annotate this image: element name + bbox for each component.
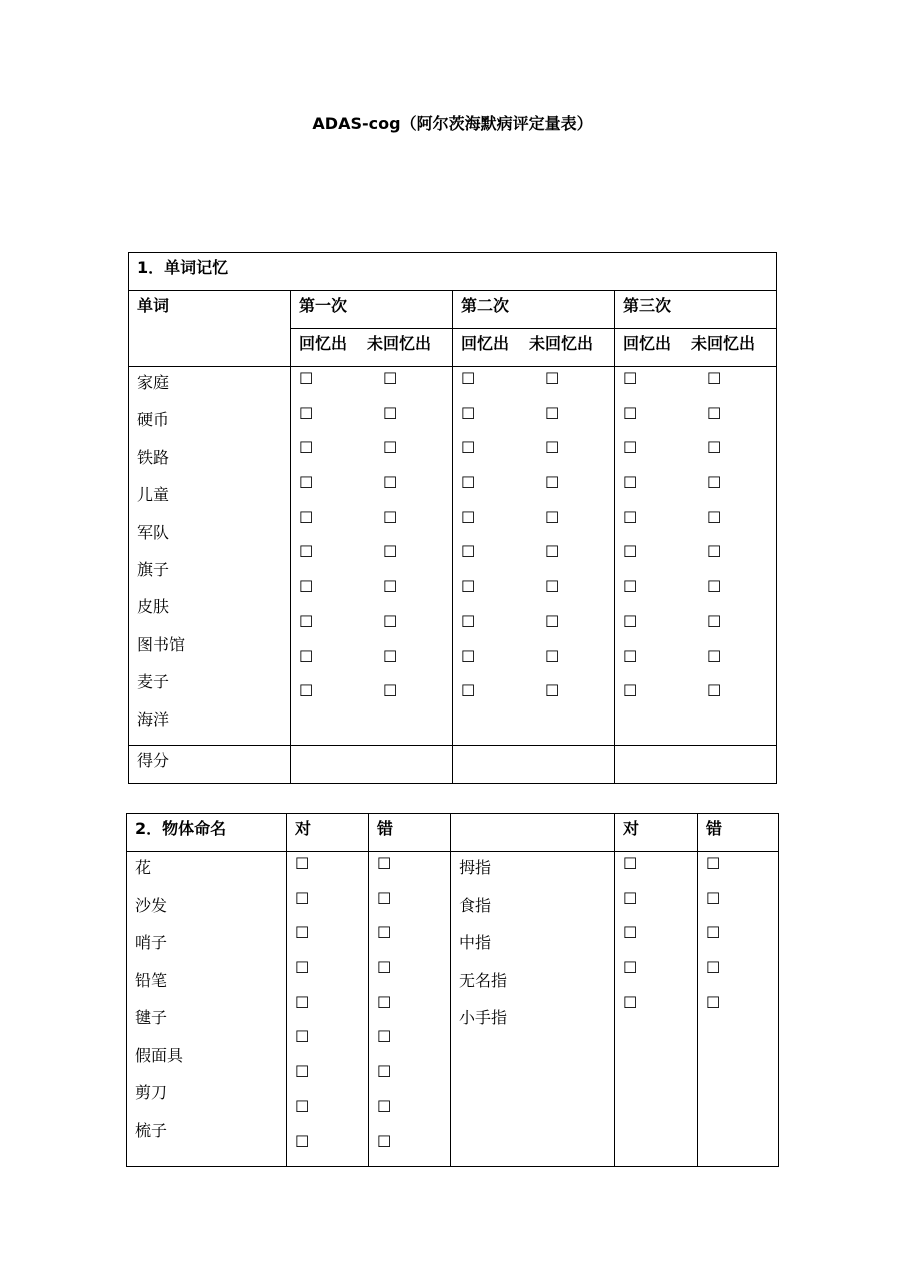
checkbox[interactable]: ☐ [299, 611, 314, 631]
finger-list [451, 852, 615, 1167]
trial-2-score[interactable] [453, 745, 615, 783]
checkbox-row [615, 647, 776, 682]
checkbox-row [453, 647, 614, 682]
checkbox[interactable]: ☐ [299, 507, 314, 527]
checkbox-row [369, 1132, 450, 1167]
finger-correct-checkboxes [615, 852, 698, 1167]
word-item: 海洋 [137, 709, 170, 729]
checkbox[interactable]: ☐ [623, 369, 638, 388]
checkbox[interactable]: ☐ [545, 646, 560, 666]
checkbox[interactable]: ☐ [623, 438, 638, 458]
checkbox[interactable]: ☐ [707, 577, 722, 597]
checkbox[interactable]: ☐ [377, 1131, 392, 1151]
word-item: 旗子 [137, 559, 170, 579]
object-item: 假面具 [135, 1045, 184, 1065]
checkbox-row [453, 542, 614, 577]
checkbox[interactable]: ☐ [545, 542, 560, 562]
word-item: 铁路 [137, 447, 170, 467]
checkbox[interactable]: ☐ [383, 646, 398, 666]
checkbox[interactable]: ☐ [383, 542, 398, 562]
checkbox-row [369, 854, 450, 889]
checkbox[interactable]: ☐ [295, 1062, 310, 1082]
checkbox[interactable]: ☐ [299, 542, 314, 562]
checkbox-row [291, 508, 452, 543]
checkbox[interactable]: ☐ [545, 403, 560, 423]
checkbox[interactable]: ☐ [377, 958, 392, 978]
not-recalled-label: 未回忆出 [367, 334, 432, 353]
checkbox-row [698, 854, 778, 889]
checkbox[interactable]: ☐ [707, 507, 722, 527]
checkbox-row [291, 404, 452, 439]
checkbox-row [287, 958, 368, 993]
checkbox-row [369, 1062, 450, 1097]
checkbox-row [287, 1097, 368, 1132]
checkbox-row [615, 889, 697, 924]
checkbox[interactable]: ☐ [461, 577, 476, 597]
checkbox[interactable]: ☐ [377, 992, 392, 1012]
checkbox-row [287, 1027, 368, 1062]
checkbox[interactable]: ☐ [461, 542, 476, 562]
not-recalled-label: 未回忆出 [691, 334, 756, 353]
checkbox[interactable]: ☐ [707, 611, 722, 631]
trial-1-subheader [291, 329, 453, 367]
word-recall-table [128, 252, 777, 784]
checkbox-row [615, 404, 776, 439]
checkbox[interactable]: ☐ [383, 369, 398, 388]
checkbox-row [291, 438, 452, 473]
checkbox[interactable]: ☐ [377, 1096, 392, 1116]
checkbox[interactable]: ☐ [706, 992, 721, 1012]
checkbox-row [291, 473, 452, 508]
checkbox[interactable]: ☐ [545, 577, 560, 597]
checkbox-row [453, 612, 614, 647]
checkbox[interactable]: ☐ [707, 403, 722, 423]
checkbox[interactable]: ☐ [299, 577, 314, 597]
checkbox[interactable]: ☐ [706, 888, 721, 908]
trial-2-subheader [453, 329, 615, 367]
checkbox-row [453, 508, 614, 543]
checkbox-row [453, 438, 614, 473]
checkbox-row [615, 612, 776, 647]
checkbox[interactable]: ☐ [623, 403, 638, 423]
checkbox[interactable]: ☐ [295, 888, 310, 908]
checkbox[interactable]: ☐ [707, 646, 722, 666]
checkbox-row [615, 577, 776, 612]
object-item: 沙发 [135, 895, 168, 915]
checkbox[interactable]: ☐ [461, 438, 476, 458]
word-item: 图书馆 [137, 634, 186, 654]
word-item: 麦子 [137, 672, 170, 692]
checkbox[interactable]: ☐ [299, 369, 314, 388]
checkbox-row [698, 923, 778, 958]
word-column-header: 单词 [129, 291, 291, 367]
checkbox[interactable]: ☐ [383, 681, 398, 701]
checkbox[interactable]: ☐ [299, 681, 314, 701]
checkbox[interactable]: ☐ [383, 577, 398, 597]
checkbox-row [453, 404, 614, 439]
checkbox[interactable]: ☐ [461, 681, 476, 701]
checkbox[interactable]: ☐ [623, 611, 638, 631]
finger-item: 食指 [459, 895, 492, 915]
recalled-label: 回忆出 [299, 334, 348, 353]
checkbox[interactable]: ☐ [545, 369, 560, 388]
checkbox-row [698, 889, 778, 924]
checkbox[interactable]: ☐ [299, 473, 314, 493]
checkbox-row [287, 923, 368, 958]
checkbox[interactable]: ☐ [383, 403, 398, 423]
checkbox[interactable]: ☐ [461, 507, 476, 527]
checkbox-row [369, 1097, 450, 1132]
checkbox[interactable]: ☐ [707, 369, 722, 388]
object-correct-checkboxes [287, 852, 369, 1167]
checkbox[interactable]: ☐ [377, 854, 392, 873]
checkbox[interactable]: ☐ [623, 577, 638, 597]
object-item: 哨子 [135, 933, 168, 952]
checkbox[interactable]: ☐ [295, 992, 310, 1012]
checkbox[interactable]: ☐ [707, 438, 722, 458]
checkbox[interactable]: ☐ [623, 507, 638, 527]
checkbox[interactable]: ☐ [545, 681, 560, 701]
finger-column-header [451, 814, 615, 852]
finger-item: 无名指 [459, 970, 508, 990]
checkbox[interactable]: ☐ [377, 1062, 392, 1082]
finger-item: 中指 [459, 933, 492, 952]
checkbox-row [453, 681, 614, 716]
checkbox[interactable]: ☐ [461, 369, 476, 388]
trial-1-score[interactable] [291, 745, 453, 783]
checkbox-row [369, 923, 450, 958]
checkbox[interactable]: ☐ [623, 888, 638, 908]
object-naming-table [126, 813, 779, 1167]
checkbox[interactable]: ☐ [706, 958, 721, 978]
checkbox-row [698, 958, 778, 993]
checkbox[interactable]: ☐ [295, 854, 310, 873]
checkbox[interactable]: ☐ [623, 542, 638, 562]
finger-correct-header: 对 [615, 814, 698, 852]
checkbox-row [615, 958, 697, 993]
object-item: 梳子 [135, 1120, 168, 1140]
object-wrong-checkboxes [369, 852, 451, 1167]
checkbox[interactable]: ☐ [383, 611, 398, 631]
checkbox-row [453, 577, 614, 612]
checkbox[interactable]: ☐ [383, 507, 398, 527]
checkbox-row [291, 369, 452, 404]
checkbox-row [453, 369, 614, 404]
checkbox-row [287, 1132, 368, 1167]
checkbox[interactable]: ☐ [295, 958, 310, 978]
object-item: 铅笔 [135, 970, 168, 990]
checkbox[interactable]: ☐ [623, 681, 638, 701]
checkbox[interactable]: ☐ [707, 542, 722, 562]
trial-3-score[interactable] [615, 745, 777, 783]
trial-2-checkboxes [453, 367, 615, 746]
checkbox[interactable]: ☐ [295, 1131, 310, 1151]
finger-wrong-header: 错 [698, 814, 779, 852]
section2-heading: 2．物体命名 [127, 814, 287, 852]
checkbox[interactable]: ☐ [299, 438, 314, 458]
checkbox-row [369, 993, 450, 1028]
checkbox-row [291, 681, 452, 716]
trial-1-header: 第一次 [291, 291, 453, 329]
checkbox[interactable]: ☐ [295, 1027, 310, 1047]
checkbox[interactable]: ☐ [545, 507, 560, 527]
checkbox[interactable]: ☐ [707, 681, 722, 701]
word-item: 皮肤 [137, 597, 170, 617]
not-recalled-label: 未回忆出 [529, 334, 594, 353]
checkbox-row [369, 889, 450, 924]
checkbox[interactable]: ☐ [383, 473, 398, 493]
recalled-label: 回忆出 [461, 334, 510, 353]
word-item: 硬币 [137, 410, 170, 430]
checkbox[interactable]: ☐ [383, 438, 398, 458]
checkbox[interactable]: ☐ [623, 473, 638, 493]
trial-3-checkboxes [615, 367, 777, 746]
finger-item: 小手指 [459, 1008, 508, 1027]
checkbox[interactable]: ☐ [623, 992, 638, 1012]
finger-wrong-checkboxes [698, 852, 779, 1167]
checkbox-row [291, 577, 452, 612]
checkbox-row [615, 542, 776, 577]
checkbox-row [453, 473, 614, 508]
checkbox-row [615, 923, 697, 958]
word-item: 军队 [137, 522, 170, 542]
word-list [129, 367, 291, 746]
object-item: 花 [135, 858, 152, 877]
checkbox[interactable]: ☐ [461, 403, 476, 423]
checkbox[interactable]: ☐ [545, 438, 560, 458]
checkbox-row [291, 612, 452, 647]
checkbox[interactable]: ☐ [623, 923, 638, 943]
trial-1-checkboxes [291, 367, 453, 746]
checkbox-row [615, 369, 776, 404]
checkbox[interactable]: ☐ [623, 854, 638, 873]
word-item: 家庭 [137, 373, 170, 392]
checkbox-row [615, 438, 776, 473]
checkbox-row [369, 958, 450, 993]
checkbox[interactable]: ☐ [706, 854, 721, 873]
object-list [127, 852, 287, 1167]
checkbox[interactable]: ☐ [707, 473, 722, 493]
checkbox-row [698, 993, 778, 1028]
document-title: ADAS-cog（阿尔茨海默病评定量表） [312, 114, 593, 133]
checkbox-row [287, 889, 368, 924]
checkbox-row [615, 993, 697, 1028]
wrong-header: 错 [369, 814, 451, 852]
checkbox[interactable]: ☐ [623, 958, 638, 978]
checkbox[interactable]: ☐ [706, 923, 721, 943]
word-item: 儿童 [137, 485, 170, 505]
checkbox[interactable]: ☐ [295, 923, 310, 943]
section1-heading: 1．单词记忆 [129, 253, 777, 291]
checkbox[interactable]: ☐ [377, 888, 392, 908]
checkbox[interactable]: ☐ [299, 646, 314, 666]
checkbox-row [287, 854, 368, 889]
trial-3-subheader [615, 329, 777, 367]
checkbox[interactable]: ☐ [299, 403, 314, 423]
checkbox-row [287, 993, 368, 1028]
checkbox-row [615, 508, 776, 543]
checkbox[interactable]: ☐ [461, 473, 476, 493]
checkbox[interactable]: ☐ [377, 1027, 392, 1047]
checkbox-row [615, 854, 697, 889]
trial-3-header: 第三次 [615, 291, 777, 329]
checkbox-row [369, 1027, 450, 1062]
recalled-label: 回忆出 [623, 334, 672, 353]
checkbox-row [287, 1062, 368, 1097]
checkbox-row [291, 647, 452, 682]
checkbox-row [615, 681, 776, 716]
checkbox-row [291, 542, 452, 577]
checkbox[interactable]: ☐ [623, 646, 638, 666]
checkbox-row [615, 473, 776, 508]
checkbox[interactable]: ☐ [295, 1096, 310, 1116]
checkbox[interactable]: ☐ [545, 473, 560, 493]
trial-2-header: 第二次 [453, 291, 615, 329]
checkbox[interactable]: ☐ [545, 611, 560, 631]
checkbox[interactable]: ☐ [461, 611, 476, 631]
object-item: 剪刀 [135, 1083, 168, 1102]
score-label: 得分 [129, 745, 291, 783]
checkbox[interactable]: ☐ [461, 646, 476, 666]
correct-header: 对 [287, 814, 369, 852]
object-item: 毽子 [135, 1008, 168, 1027]
checkbox[interactable]: ☐ [377, 923, 392, 943]
finger-item: 拇指 [459, 858, 492, 877]
